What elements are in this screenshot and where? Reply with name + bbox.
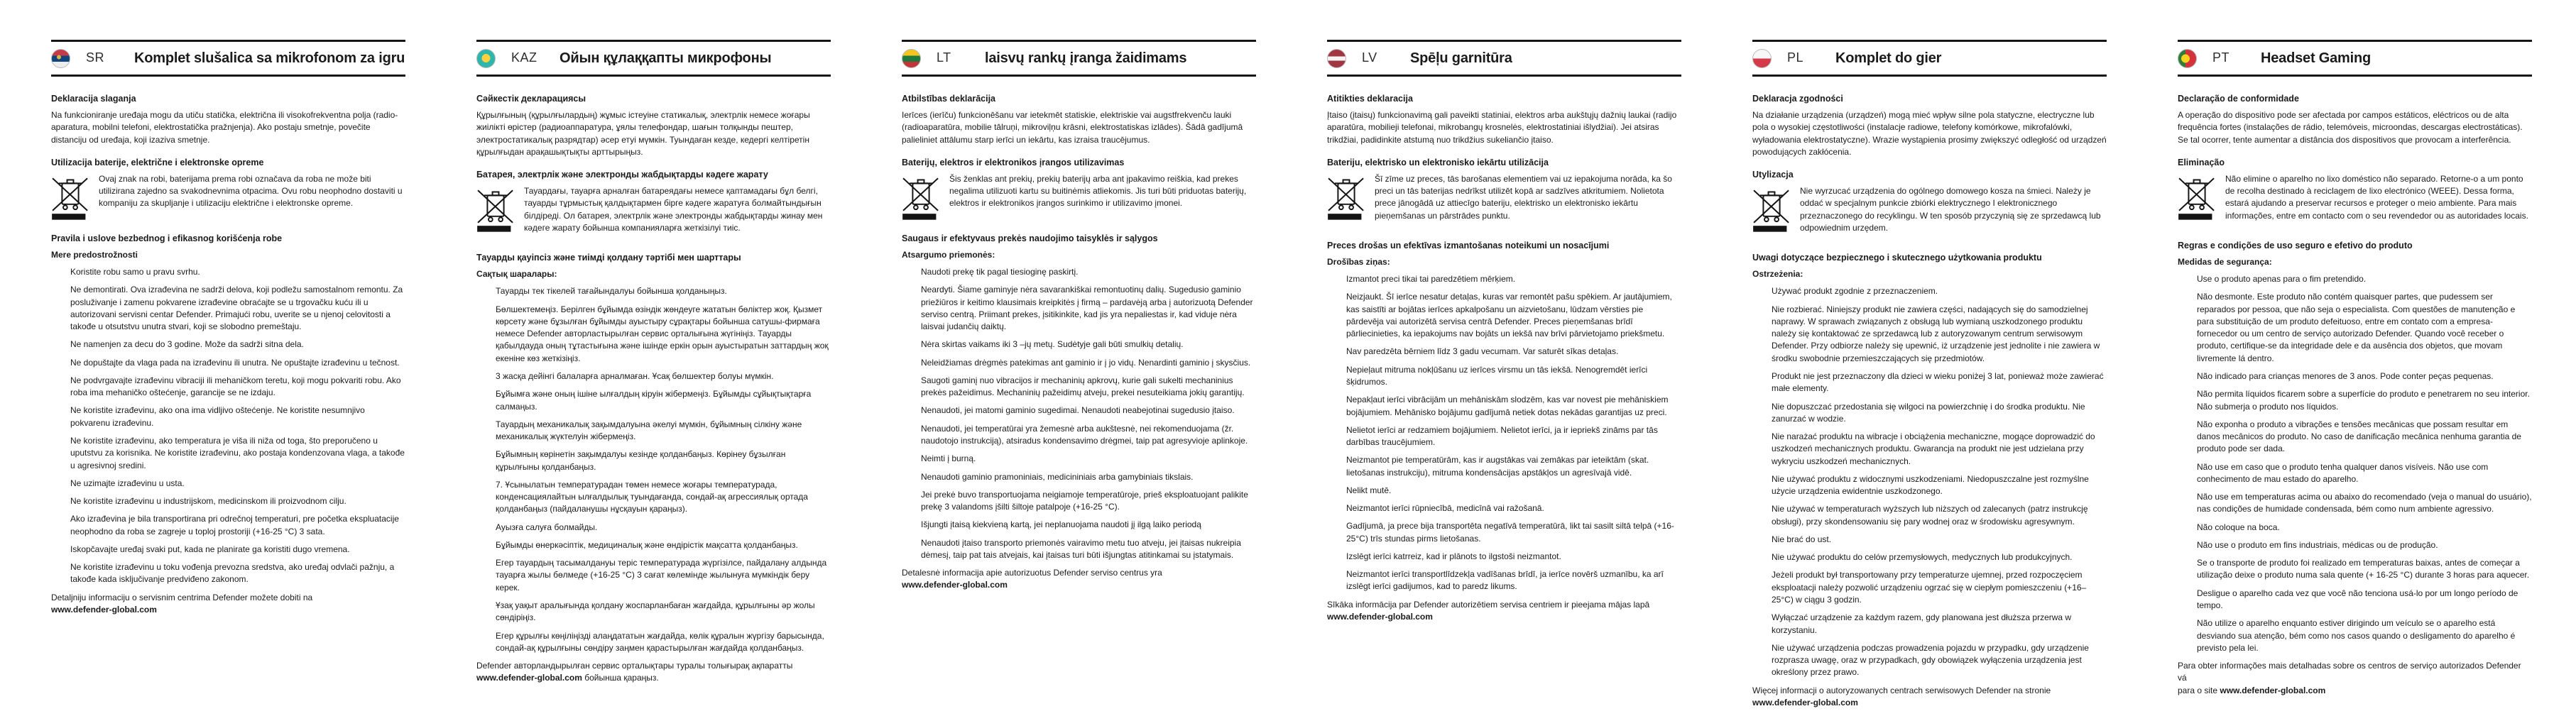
- weee-bin-icon: [902, 174, 940, 221]
- language-column: [1752, 40, 2107, 716]
- precaution-item: Nie brać do ust.: [1772, 534, 1832, 544]
- column-header: [902, 40, 1256, 77]
- precautions-label: Сақтық шаралары:: [476, 269, 557, 280]
- precaution-item: Бұйымның көрінетін зақымдалуы кезінде қолданбаңыз. Көрінеу бұзылған құрылғыны қолданбаңыз.: [496, 449, 786, 472]
- disposal-paragraph: Nie wyrzucać urządzenia do ogólnego domowego kosza na śmieci. Należy je oddać w specjalnym punkcie zbiórki elektrycznego I elektronicznego przeznaczonego do recyklingu. W ten sposób przyczynią się ze sprzedawcą lub odpowiednim urzędem.: [1800, 186, 2101, 233]
- precaution-item: Neizmantot pie temperatūrām, kas ir augstākas vai zemākas par ieteiktām (skat. lietošanas instrukciju), mitruma kondensācijas apstākļos un agresīvajā vidē.: [1346, 455, 1649, 478]
- precaution-item: Nenaudoti įtaiso transporto priemonės vairavimo metu tuo atveju, jei įtaisas nukreipia dėmesį, taip pat tais atvejais, kai įtaisas turi būti išjungtas atitinkamai su įstatymais.: [921, 537, 1241, 560]
- service-info: [51, 592, 405, 617]
- declaration-heading: Atitikties deklaracija: [1327, 94, 1413, 104]
- precautions-label: Ostrzeżenia:: [1752, 269, 1803, 280]
- column-body: [1752, 77, 2107, 709]
- precaution-item: 7. Ұсынылатын температурадан төмен немесе жоғары температурада, конденсациялайтын ылғалдылық туындағанда, сондай-ақ агрессиялық ортада қолданбаңыз (пайдаланушы нұсқауын қараңыз).: [496, 479, 808, 514]
- precaution-item: Wyłączać urządzenie za każdym razem, gdy planowana jest dłuższa przerwa w korzystaniu.: [1772, 612, 2072, 635]
- service-url: www.defender-global.com: [51, 604, 157, 615]
- language-column: [1327, 40, 1681, 716]
- precaution-item: Nenaudoti gaminio pramoniniais, medicininiais arba gamybiniais tikslais.: [921, 471, 1194, 482]
- precaution-item: Use o produto apenas para o fim pretendido.: [2197, 274, 2367, 285]
- precaution-item: Егер құрылғы көңіліңізді алаңдататын жағдайда, көлік құралын жүргізу барысында, сондай-ақ құрылғыны сөндіру заңмен қарастырылған жағдайда қолданбаңыз.: [496, 630, 824, 653]
- precaution-item: Тауарды тек тікелей тағайындалуы бойынша қолданыңыз.: [496, 286, 727, 297]
- service-info-line1: Detaljniju informaciju o servisnim centrima Defender možete dobiti na: [51, 592, 313, 602]
- declaration-paragraph: Ierīces (ierīču) funkcionēšanu var ietekmēt statiskie, elektriskie vai augstfrekvenču lauki (radioaparatūra, mobilie tālruņi, mikroviļņu krāsni, elektrostatiskas izlādes). Šādā gadījumā palieliniet attālumu starp ierīci un iekārtu, kas izraisa traucējumus.: [902, 110, 1243, 145]
- precaution-item: Nenaudoti, jei temperatūrai yra žemesnė arba aukštesnė, nei rekomenduojama (žr. naudotojo instrukciją), atsiradus kondensavimo drėgmei, taip pat agresyvioje aplinkoje.: [921, 423, 1248, 446]
- precaution-item: Nepakļaut ierīci vibrācijām un mehāniskām slodzēm, kas var novest pie mehāniskiem bojājumiem. Mehānisko bojājumu gadījumā netiek dotas nekādas garantijas uz preci.: [1346, 395, 1669, 417]
- column-body: [51, 77, 405, 616]
- precaution-item: Naudoti prekę tik pagal tiesioginę paskirtį.: [921, 267, 1079, 277]
- precaution-item: Jei prekė buvo transportuojama neigiamoje temperatūroje, prieš eksploatuojant palikite prekę 3 valandoms įšilti šiltoje patalpoje (+16-25 °C).: [921, 489, 1248, 512]
- service-url: www.defender-global.com: [1752, 697, 1858, 707]
- product-title: Komplet do gier: [1835, 50, 1942, 66]
- declaration-paragraph: Na funkcioniranje uređaja mogu da utiču statička, električna ili visokofrekventna polja (radio-aparatura, mobilni telefoni, elektrostatička pražnjenja). Ako postaju smetnje, povečite distanciju od uređaja, koji izaziva smetnje.: [51, 110, 398, 145]
- rules-heading: Uwagi dotyczące bezpiecznego i skutecznego użytkowania produktu: [1752, 253, 2042, 263]
- precaution-item: Nepieļaut mitruma nokļūšanu uz ierīces virsmu un tās iekšā. Nenogremdēt ierīci šķidrumos.: [1346, 364, 1648, 387]
- disposal-section: [902, 173, 1256, 222]
- precaution-item: Nie używać w temperaturach wyższych lub niższych od zalecanych (patrz instrukcję obsługi), przy skondensowaniu się pary wodnej oraz w środowisku agresywnym.: [1772, 504, 2088, 527]
- disposal-section: [2178, 173, 2532, 229]
- precaution-item: Não coloque na boca.: [2197, 522, 2280, 532]
- service-info: [902, 567, 1256, 592]
- precaution-item: Ne dopuštajte da vlaga pada na izrađevinu ili unutra. Ne opuštajte izrađevinu u tečnost.: [70, 357, 400, 368]
- service-info-line1: Defender авторландырылған сервис орталықтары туралы толығырақ ақпаратты: [476, 661, 793, 671]
- rules-heading: Preces drošas un efektīvas izmantošanas noteikumi un nosacījumi: [1327, 240, 1610, 250]
- service-info: [1752, 685, 2107, 710]
- service-info: [1327, 599, 1681, 624]
- declaration-heading: Declaração de conformidade: [2178, 94, 2299, 104]
- rules-heading: Regras e condições de uso seguro e efetivo do produto: [2178, 240, 2413, 250]
- rules-heading: Тауарды қауіпсіз және тиімді қолдану тәртібі мен шарттары: [476, 253, 741, 263]
- precaution-item: Nie narażać produktu na wibracje i obciążenia mechaniczne, mogące doprowadzić do uszkodzeń mechanicznych produktu. Gwarancja na produkt nie jest udzielana przy wykryciu uszkodzeń mechanicznych.: [1772, 431, 2095, 466]
- service-url: www.defender-global.com: [2220, 685, 2326, 695]
- declaration-heading: Deklaracja zgodności: [1752, 94, 1843, 104]
- precaution-item: Não use em temperaturas acima ou abaixo do recomendado (veja o manual do usuário), nas condições de humidade condensada, bém como num ambiente agressivo.: [2197, 492, 2532, 514]
- column-header: [476, 40, 831, 77]
- disposal-paragraph: Тауардағы, тауарға арналған батареядағы немесе қаптамадағы бұл белгі, тауарды тұрмыстық қалдықтармен бірге кәдеге жаратуға болмайтындығын білдіреді. Ол батарея, электрлік және электронды жабдықтарды жинау мен кәдеге жарату бойынша компанияларға жеткізілуі тиіс.: [524, 186, 823, 233]
- column-header: [51, 40, 405, 77]
- product-title: Ойын құлаққапты микрофоны: [560, 50, 772, 66]
- language-code: KAZ: [511, 50, 537, 65]
- precaution-item: Não permita líquidos ficarem sobre a superfície do produto e penetrarem no seu interior. Não submerja o produto nos líquidos.: [2197, 389, 2530, 412]
- column-body: [902, 77, 1256, 592]
- precaution-item: Išjungti įtaisą kiekvieną kartą, jei neplanuojama naudoti jį ilgą laiko periodą: [921, 519, 1201, 530]
- precaution-item: Neleidžiamas drėgmės patekimas ant gaminio ir į jo vidų. Nenardinti gaminio į skysčius.: [921, 357, 1251, 368]
- language-code: LT: [937, 50, 951, 65]
- precaution-item: Бұйымды өнеркәсіптік, медициналық және өндірістік мақсатта қолданбаңыз.: [496, 539, 798, 550]
- precaution-item: Nėra skirtas vaikams iki 3 –jų metų. Sudėtyje gali būti smulkių detalių.: [921, 339, 1184, 350]
- language-column: [2178, 40, 2532, 716]
- precaution-item: Neimti į burną.: [921, 453, 976, 464]
- precaution-item: Ne uzimajte izrađevinu u usta.: [70, 478, 185, 488]
- precaution-item: Iskopčavajte uređaj svaki put, kada ne planirate ga koristiti dugo vremena.: [70, 544, 350, 554]
- precaution-item: Егер тауардың тасымалдануы теріс температурада жүргізілсе, пайдалану алдында тауарға жылы бөлмеде (+16-25 °C) 3 сағат көлемінде жылынуға мүмкіндік беру керек.: [496, 558, 827, 593]
- precaution-item: Koristite robu samo u pravu svrhu.: [70, 267, 200, 277]
- service-url: www.defender-global.com: [1327, 611, 1433, 622]
- disposal-section: [1752, 185, 2107, 241]
- disposal-heading: Bateriju, elektrisko un elektronisko iekārtu utilizācija: [1327, 157, 1549, 167]
- precaution-item: Używać produkt zgodnie z przeznaczeniem.: [1772, 286, 1938, 297]
- precautions-list: [476, 285, 831, 654]
- column-body: [2178, 77, 2532, 697]
- service-url-suffix: бойынша қараңыз.: [582, 673, 659, 683]
- precaution-item: Neizmantot ierīci transportlīdzekļa vadīšanas brīdī, ja ierīce novērš uzmanību, ka arī izslēgt ierīci gadijumos, kad to paredz likums.: [1346, 569, 1664, 592]
- service-url: www.defender-global.com: [902, 580, 1008, 590]
- flag-pl-icon: [1752, 49, 1772, 68]
- flag-kaz-icon: [476, 49, 496, 68]
- precaution-item: Ne demontirati. Ova izrađevina ne sadrži delova, koji podležu samostalnom remontu. Za posluživanje i zamenu pokvarene izrađevine obraćajte se u trgovačku kuću ili u autorizovani servisni centar Defender. Primajući robu, uverite se u njenoj celovitosti a takođe u otsutstvu unutra stvari, koji se slobodno premeštaju.: [70, 285, 403, 332]
- declaration-paragraph: Құрылғының (құрылғылардың) жұмыс істеуіне статикалық, электрлік немесе жоғары жиілікті өрістер (радиоаппаратура, ұялы телефондар, шағын толқынды пештер, электростатикалық разрядтар) әсер етуі мүмкін. Туындаған кезде, кедергі келтіретін құрылғыдан арақашықтықты арттырыңыз.: [476, 110, 810, 157]
- service-info-line1: Para obter informações mais detalhadas sobre os centros de serviço autorizados Defender vá: [2178, 661, 2521, 683]
- service-info-line1: Sīkāka informācija par Defender autorizētiem servisa centriem ir pieejama mājas lapā: [1327, 599, 1650, 610]
- precaution-item: Nelikt mutē.: [1346, 485, 1392, 495]
- precautions-list: [902, 266, 1256, 561]
- language-code: SR: [86, 50, 105, 65]
- precaution-item: Não utilize o aparelho enquanto estiver dirigindo um veículo se o aparelho está desviando sua atenção, bém como nos casos quando o desligamento do aparelho é previsto pela lei.: [2197, 618, 2516, 653]
- precaution-item: Izmantot preci tikai tai paredzētiem mērķiem.: [1346, 274, 1516, 285]
- declaration-paragraph: Įtaiso (įtaisų) funkcionavimą gali paveikti statiniai, elektros arba aukštųjų dažnių laukai (radijo aparatūra, mobilieji telefonai, mikrobangų krosnelės, elektrostatiniai išlydžiai). Jei atsiras trikdžiai, padidinkite atstumą nuo trikdžius sukeliančio įtaiso.: [1327, 110, 1677, 145]
- disposal-paragraph: Šī zīme uz preces, tās barošanas elementiem vai uz iepakojuma norāda, ka šo preci un tās baterijas nedrīkst utilizēt kopā ar sadzīves atkritumiem. Nolietota prece jānogādā uz attiecīgo bateriju, elektrisko un elektronisko iekārtu pieņemšanas un pārstrādes punktu.: [1375, 173, 1672, 221]
- precaution-item: Nie dopuszczać przedostania się wilgoci na powierzchnię i do środka produktu. Nie zanurzać w wodzie.: [1772, 401, 2085, 424]
- precautions-label: Medidas de segurança:: [2178, 256, 2272, 267]
- product-title: Spēļu garnitūra: [1410, 50, 1512, 66]
- service-info-line1: Więcej informacji o autoryzowanych centrach serwisowych Defender na stronie: [1752, 685, 2051, 695]
- rules-heading: Saugaus ir efektyvaus prekės naudojimo taisyklės ir sąlygos: [902, 233, 1158, 243]
- disposal-paragraph: Não elimine o aparelho no lixo doméstico não separado. Retorne-o a um ponto de recolha destinado à reciclagem de lixo electrónico (WEEE). Dessa forma, estará ajudando a preservar recursos e proteger o meio ambiente. Para mais informações, entre em contacto com o seu revendedor ou as autoridades locais.: [2225, 173, 2528, 221]
- declaration-paragraph: Na działanie urządzenia (urządzeń) mogą mieć wpływ silne pola statyczne, electryczne lub pola o wysokiej częstotliwości (instalacje radiowe, telefony komórkowe, mikrofalówki, wyładowania elektrostatyczne). Wrazie wystąpienia prosimy zwiększyć odległość od urządzeń powodujących zakłócenia.: [1752, 110, 2107, 157]
- precaution-item: Бұйымға және оның ішіне ылғалдың кіруін жібермеңіз. Бұйымды сұйықтықтарға салмаңыз.: [496, 389, 812, 412]
- precaution-item: Nenaudoti, jei matomi gaminio sugedimai. Nenaudoti neabejotinai sugedusio įtaiso.: [921, 405, 1235, 416]
- language-column: [476, 40, 831, 716]
- precaution-item: Jeżeli produkt był transportowany przy temperaturze ujemnej, przed rozpoczęciem eksploatacji należy pozwolić urządzeniu ogrzać się w ciepłym pomieszczeniu (+16–25°C) w ciągu 3 godzin.: [1772, 570, 2087, 605]
- disposal-heading: Utylizacja: [1752, 170, 1794, 180]
- precaution-item: Бөлшектемеңіз. Берілген бұйымда өзіндік жөндеуге жататын бөліктер жоқ. Қызмет көрсету және бұзылған бұйымды ауыстыру сұрақтары бойынша сатушы-фирмаға немесе Defender авторластырылған сервис орталығына жүгініңіз. Тауарды қабылдауда оның тұтастығына және ішінде еркін орын ауыстыратын заттардың жоқ екеніне көз жеткізіңіз.: [496, 304, 829, 363]
- column-header: [1327, 40, 1681, 77]
- precaution-item: Ne koristite izrađevinu, ako temperatura je viša ili niža od toga, što preporučeno u uputstvu za korisnika. Ne koristite izrađevinu, ako postaja kondenzovana vlaga, a takođe u agresivnoj sredini.: [70, 435, 405, 470]
- precaution-item: Não indicado para crianças menores de 3 anos. Pode conter peças pequenas.: [2197, 370, 2494, 381]
- column-header: [2178, 40, 2532, 77]
- flag-lv-icon: [1327, 49, 1346, 68]
- disposal-heading: Батарея, электрлік және электронды жабдықтарды кәдеге жарату: [476, 170, 768, 180]
- precautions-label: Drošības ziņas:: [1327, 256, 1390, 267]
- flag-pt-icon: [2178, 49, 2197, 68]
- language-column: [902, 40, 1256, 716]
- declaration-heading: Deklaracija slaganja: [51, 94, 136, 104]
- precautions-label: Mere predostrožnosti: [51, 249, 138, 260]
- column-header: [1752, 40, 2107, 77]
- column-body: [476, 77, 831, 685]
- product-title: Komplet slušalica sa mikrofonom za igru: [134, 50, 405, 66]
- precaution-item: Izslēgt ierīci katrreiz, kad ir plānots to ilgstoši neizmantot.: [1346, 551, 1561, 561]
- language-code: PT: [2212, 50, 2230, 65]
- flag-lt-icon: [902, 49, 921, 68]
- disposal-paragraph: Šis ženklas ant prekių, prekių baterijų arba ant įpakavimo reiškia, kad prekes negalima utilizuoti kartu su buitinėmis atliekomis. Jis turi būti priduotas baterijų, elektros ir elektronikos įrangos surinkimo ir utilizavimo įmonei.: [949, 173, 1247, 209]
- precaution-item: Não exponha o produto a vibrações e tensões mecânicas que possam resultar em danos mecânicos do produto. No caso de danificação mecânica nenhuma garantia de produto pode ser dada.: [2197, 419, 2521, 454]
- declaration-heading: Atbilstības deklarācija: [902, 94, 996, 104]
- weee-bin-icon: [1327, 174, 1365, 221]
- precaution-item: Ауызға салуға болмайды.: [496, 522, 598, 532]
- precaution-item: Ұзақ уақыт аралығында қолдану жоспарланбаған жағдайда, құрылғыны әр жолы сөндіріңіз.: [496, 600, 815, 623]
- rules-heading: Pravila i uslove bezbednog i efikasnog korišćenja robe: [51, 233, 283, 243]
- precaution-item: Se o transporte de produto foi realizado em temperaturas baixas, antes de começar a utilização deixe o produto numa sala quente (+ 16-25 °C) durante 3 horas para aquecer.: [2197, 558, 2530, 580]
- precaution-item: Ne podvrgavajte izrađevinu vibraciji ili mehaničkom teretu, koji mogu pokvariti robu. Ako roba ima mehaničko oštećenje, garancije se ne izdaju.: [70, 375, 401, 398]
- precaution-item: Neizmantot ierīci rūpniecībā, medicīnā vai ražošanā.: [1346, 503, 1544, 514]
- column-body: [1327, 77, 1681, 623]
- precaution-item: Nav paredzēta bērniem līdz 3 gadu vecumam. Var saturēt sīkas detaļas.: [1346, 346, 1619, 357]
- precautions-list: [1752, 285, 2107, 678]
- precaution-item: Ako izrađevina je bila transportirana pri odrečnoj temperaturi, pre početka ekspluatacije neophodno da roba se zagreje u toploj prostoriji (+16-25 °C) 3 sata.: [70, 514, 399, 536]
- disposal-section: [51, 173, 405, 222]
- declaration-paragraph: A operação do dispositivo pode ser afectada por campos estáticos, eléctricos ou de alta frequência fortes (instalações de rádio, telemóveis, microondas, descargas electrostáticas). Se tal ocorrer, tente aumentar a distância dos dispositivos que provocam a interferência.: [2178, 110, 2523, 145]
- precaution-item: Ne koristite izrađevinu u industrijskom, medicinskom ili proizvodnom cilju.: [70, 496, 346, 507]
- service-url: www.defender-global.com: [476, 673, 582, 683]
- precaution-item: Gadījumā, ja prece bija transportēta negatīvā temperatūrā, likt tai sasilt siltā telpā (+16-25°C) trīs stundas pirms lietošanas.: [1346, 521, 1674, 544]
- precaution-item: Nie używać urządzenia podczas prowadzenia pojazdu w przypadku, gdy urządzenie rozprasza uwagę, oraz w przypadkach, gdy obowiązek wyłączenia urządzenia jest określony przez prawo.: [1772, 642, 2089, 678]
- precautions-label: Atsargumo priemonės:: [902, 249, 995, 260]
- precaution-item: Não use em caso que o produto tenha qualquer danos visíveis. Não use com conhecimento de mau estado do aparelho.: [2197, 461, 2489, 484]
- weee-bin-icon: [1752, 186, 1791, 233]
- weee-bin-icon: [51, 174, 89, 221]
- disposal-heading: Baterijų, elektros ir elektronikos įrangos utilizavimas: [902, 157, 1125, 167]
- precautions-list: [2178, 273, 2532, 654]
- disposal-section: [1327, 173, 1681, 229]
- product-title: laisvų rankų įranga žaidimams: [985, 50, 1187, 66]
- precaution-item: Neardyti. Šiame gaminyje nėra savarankiškai remontuotinų dalių. Sugedusio gaminio priežiūros ir keitimo klausimais kreipkitės į firmą – pardavėją arba į autorizuotą Defender serviso centrą. Priimant prekes, įsitikinkite, kad jis yra nepaliestas ir, kad viduje nėra laisvai judančių daiktų.: [921, 285, 1253, 332]
- weee-bin-icon: [476, 186, 515, 233]
- precaution-item: Desligue o aparelho cada vez que você não tenciona usá-lo por um longo período de tempo.: [2197, 588, 2518, 610]
- precaution-item: Saugoti gaminį nuo vibracijos ir mechaninių apkrovų, kurie gali sukelti mechaninius prekės pažeidimus. Mechaninių pažeidimų atveju, prekei nesuteikiama jokių garantijų.: [921, 375, 1245, 398]
- precaution-item: Ne koristite izrađevinu, ako ona ima vidljivo oštećenje. Ne koristite nesumnjivo pokvarenu izrađevinu.: [70, 405, 365, 428]
- precaution-item: Não desmonte. Este produto não contém quaisquer partes, que pudessem ser reparados por pessoa, que não seja o especialista. Com questões de manutenção e para substituição de um produto defeituoso, entre em contato com a empresa-fornecedor ou um centro de serviço autorizado Defender. Quando você receber o produto, certifique-se da integridade dele e da ausência dos objetos, que movam livremente lá dentro.: [2197, 292, 2516, 363]
- precaution-item: 3 жасқа дейінгі балаларға арналмаған. Ұсақ бөлшектер болуы мүмкін.: [496, 370, 774, 381]
- precaution-item: Não use o produto em fins industriais, médicas ou de produção.: [2197, 539, 2438, 550]
- language-code: LV: [1362, 50, 1377, 65]
- disposal-section: [476, 185, 831, 241]
- service-info: [476, 660, 831, 685]
- product-title: Headset Gaming: [2261, 50, 2372, 66]
- precaution-item: Ne namenjen za decu do 3 godine. Može da sadrži sitna dela.: [70, 339, 304, 350]
- language-code: PL: [1787, 50, 1804, 65]
- service-info: [2178, 660, 2532, 697]
- precaution-item: Nelietot ierīci ar redzamiem bojājumiem. Nelietot ierīci, ja ir iepriekš zināms par tās darbības traucējumiem.: [1346, 424, 1658, 448]
- precautions-list: [51, 266, 405, 586]
- disposal-heading: Eliminação: [2178, 157, 2225, 167]
- precaution-item: Neizjaukt. Šī ierīce nesatur detaļas, kuras var remontēt pašu spēkiem. Ar jautājumiem, kas saistīti ar bojātas ierīces apkalpošanu un aizvietošanu, lūdzam vērsties pie pārdevēja vai autorizētā servisa centrā Defender. Preces pieņemšanas brīdī pārliecinieties, ka iepakojums nav bojāts un iekšā nav brīvi pārvietojamo priekšmetu.: [1346, 292, 1672, 339]
- precaution-item: Nie rozbierać. Niniejszy produkt nie zawiera części, nadających się do samodzielnej naprawy. W sprawach związanych z obsługą lub wymianą uszkodzonego produktu należy się kontaktować ze sprzedawcą lub z autoryzowanym centrum serwisowym Defender. Przy odbiorze należy się upewnić, iż urządzenie jest jednolite i nie zawiera w środku swobodnie przemieszczających się przedmiotów.: [1772, 304, 2100, 363]
- precaution-item: Тауардың механикалық зақымдалуына әкелуі мүмкін, бұйымның сілкіну және механикалық жүктелуін жібермеңіз.: [496, 419, 802, 442]
- flag-sr-icon: [51, 49, 70, 68]
- precaution-item: Ne koristite izrađevinu u toku vođenja prevozna sredstva, ako uređaj odvlači pažnju, a takođe kada isključivanje predviđeno zakonom.: [70, 562, 395, 585]
- precaution-item: Nie używać produktu z widocznymi uszkodzeniami. Niedopuszczalne jest rozmyślne użycie urządzenia ewidentnie uszkodzonego.: [1772, 473, 2089, 497]
- precaution-item: Nie używać produktu do celów przemysłowych, medycznych lub produkcyjnych.: [1772, 552, 2073, 563]
- precautions-list: [1327, 273, 1681, 593]
- weee-bin-icon: [2178, 174, 2216, 221]
- disposal-heading: Utilizacija baterije, električne i elektronske opreme: [51, 157, 264, 167]
- declaration-heading: Сәйкестік декларациясы: [476, 94, 586, 104]
- disposal-paragraph: Ovaj znak na robi, baterijama prema robi označava da roba ne može biti utilizirana zajedno sa svakodnevnima otpacima. Ovu robu neophodno dostaviti u kompaniju za skupljanje i utilizaciju električne i elektronske opreme.: [99, 173, 403, 209]
- service-url-prefix: para o site: [2178, 685, 2220, 695]
- precaution-item: Produkt nie jest przeznaczony dla dzieci w wieku poniżej 3 lat, ponieważ może zawierać małe elementy.: [1772, 370, 2104, 394]
- service-info-line1: Detalesnė informacija apie autorizuotus Defender serviso centrus yra: [902, 568, 1162, 578]
- language-column: [51, 40, 405, 716]
